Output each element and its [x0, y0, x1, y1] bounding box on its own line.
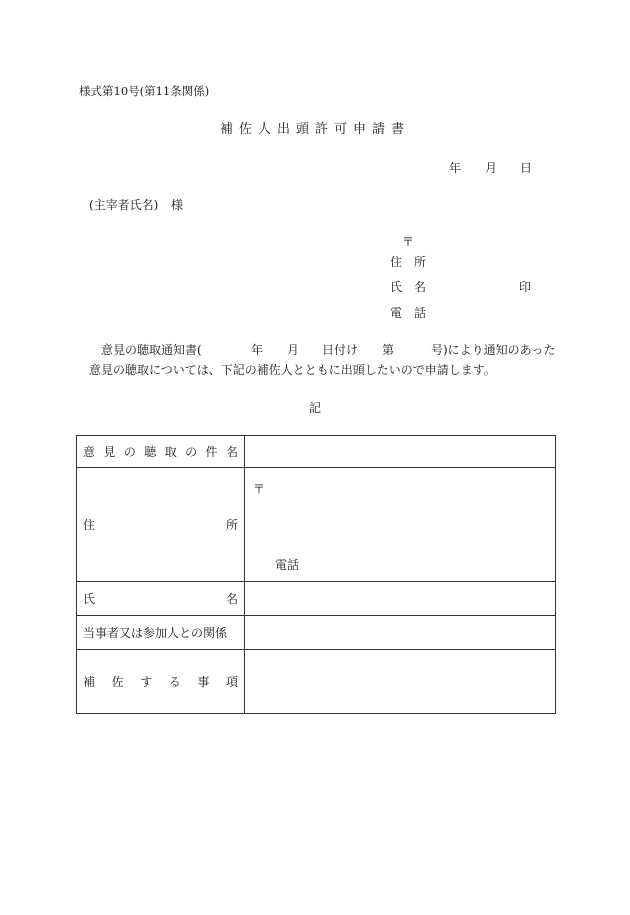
label-cell-name	[77, 582, 245, 616]
address-postal-mark: 〒	[253, 482, 266, 496]
date-year-label: 年	[449, 161, 462, 175]
applicant-name-label: 氏 名	[390, 280, 427, 294]
body-line1-no-suffix: 号)により通知のあった	[431, 343, 556, 357]
row-label-address: 住 所	[83, 518, 238, 532]
body-line1-year: 年	[251, 343, 264, 357]
row-label-name: 氏 名	[83, 592, 238, 606]
body-line1-month: 月	[287, 343, 300, 357]
applicant-postal-mark: 〒	[402, 235, 415, 249]
table-row-relationship	[77, 616, 556, 650]
label-cell-address	[77, 468, 245, 582]
row-label-subject: 意 見 の 聴 取 の 件 名	[83, 445, 238, 459]
value-cell-subject[interactable]	[245, 436, 556, 468]
value-cell-matters[interactable]	[245, 650, 556, 714]
label-cell-matters	[77, 650, 245, 714]
table-row-subject	[77, 436, 556, 468]
body-line1-no-prefix: 第	[382, 343, 395, 357]
table-row-address	[77, 468, 556, 582]
value-cell-name[interactable]	[245, 582, 556, 616]
document-title: 補佐人出頭許可申請書	[219, 122, 410, 137]
addressee-name: (主宰者氏名)	[89, 198, 159, 212]
value-cell-address[interactable]	[245, 468, 556, 582]
body-line1-dated: 日付け	[322, 343, 359, 357]
row-label-relationship: 当事者又は参加人との関係	[83, 626, 228, 640]
date-month-label: 月	[485, 161, 498, 175]
value-cell-relationship[interactable]	[245, 616, 556, 650]
applicant-phone-label: 電 話	[390, 306, 427, 320]
label-cell-relationship	[77, 616, 245, 650]
addressee-honorific: 様	[171, 198, 184, 212]
body-line1-prefix: 意見の聴取通知書(	[101, 343, 202, 357]
table-row-name	[77, 582, 556, 616]
date-day-label: 日	[520, 161, 533, 175]
ki-heading: 記	[308, 401, 321, 415]
assistant-details-table	[76, 435, 556, 714]
row-label-matters: 補 佐 す る 事 項	[83, 675, 238, 689]
address-phone-label: 電話	[275, 558, 300, 572]
seal-mark: 印	[519, 280, 532, 294]
label-cell-subject	[77, 436, 245, 468]
form-number: 様式第10号(第11条関係)	[79, 84, 210, 98]
applicant-address-label: 住 所	[390, 255, 427, 269]
body-line2: 意見の聴取については、下記の補佐人とともに出頭したいので申請します。	[89, 363, 496, 377]
table-row-matters	[77, 650, 556, 714]
